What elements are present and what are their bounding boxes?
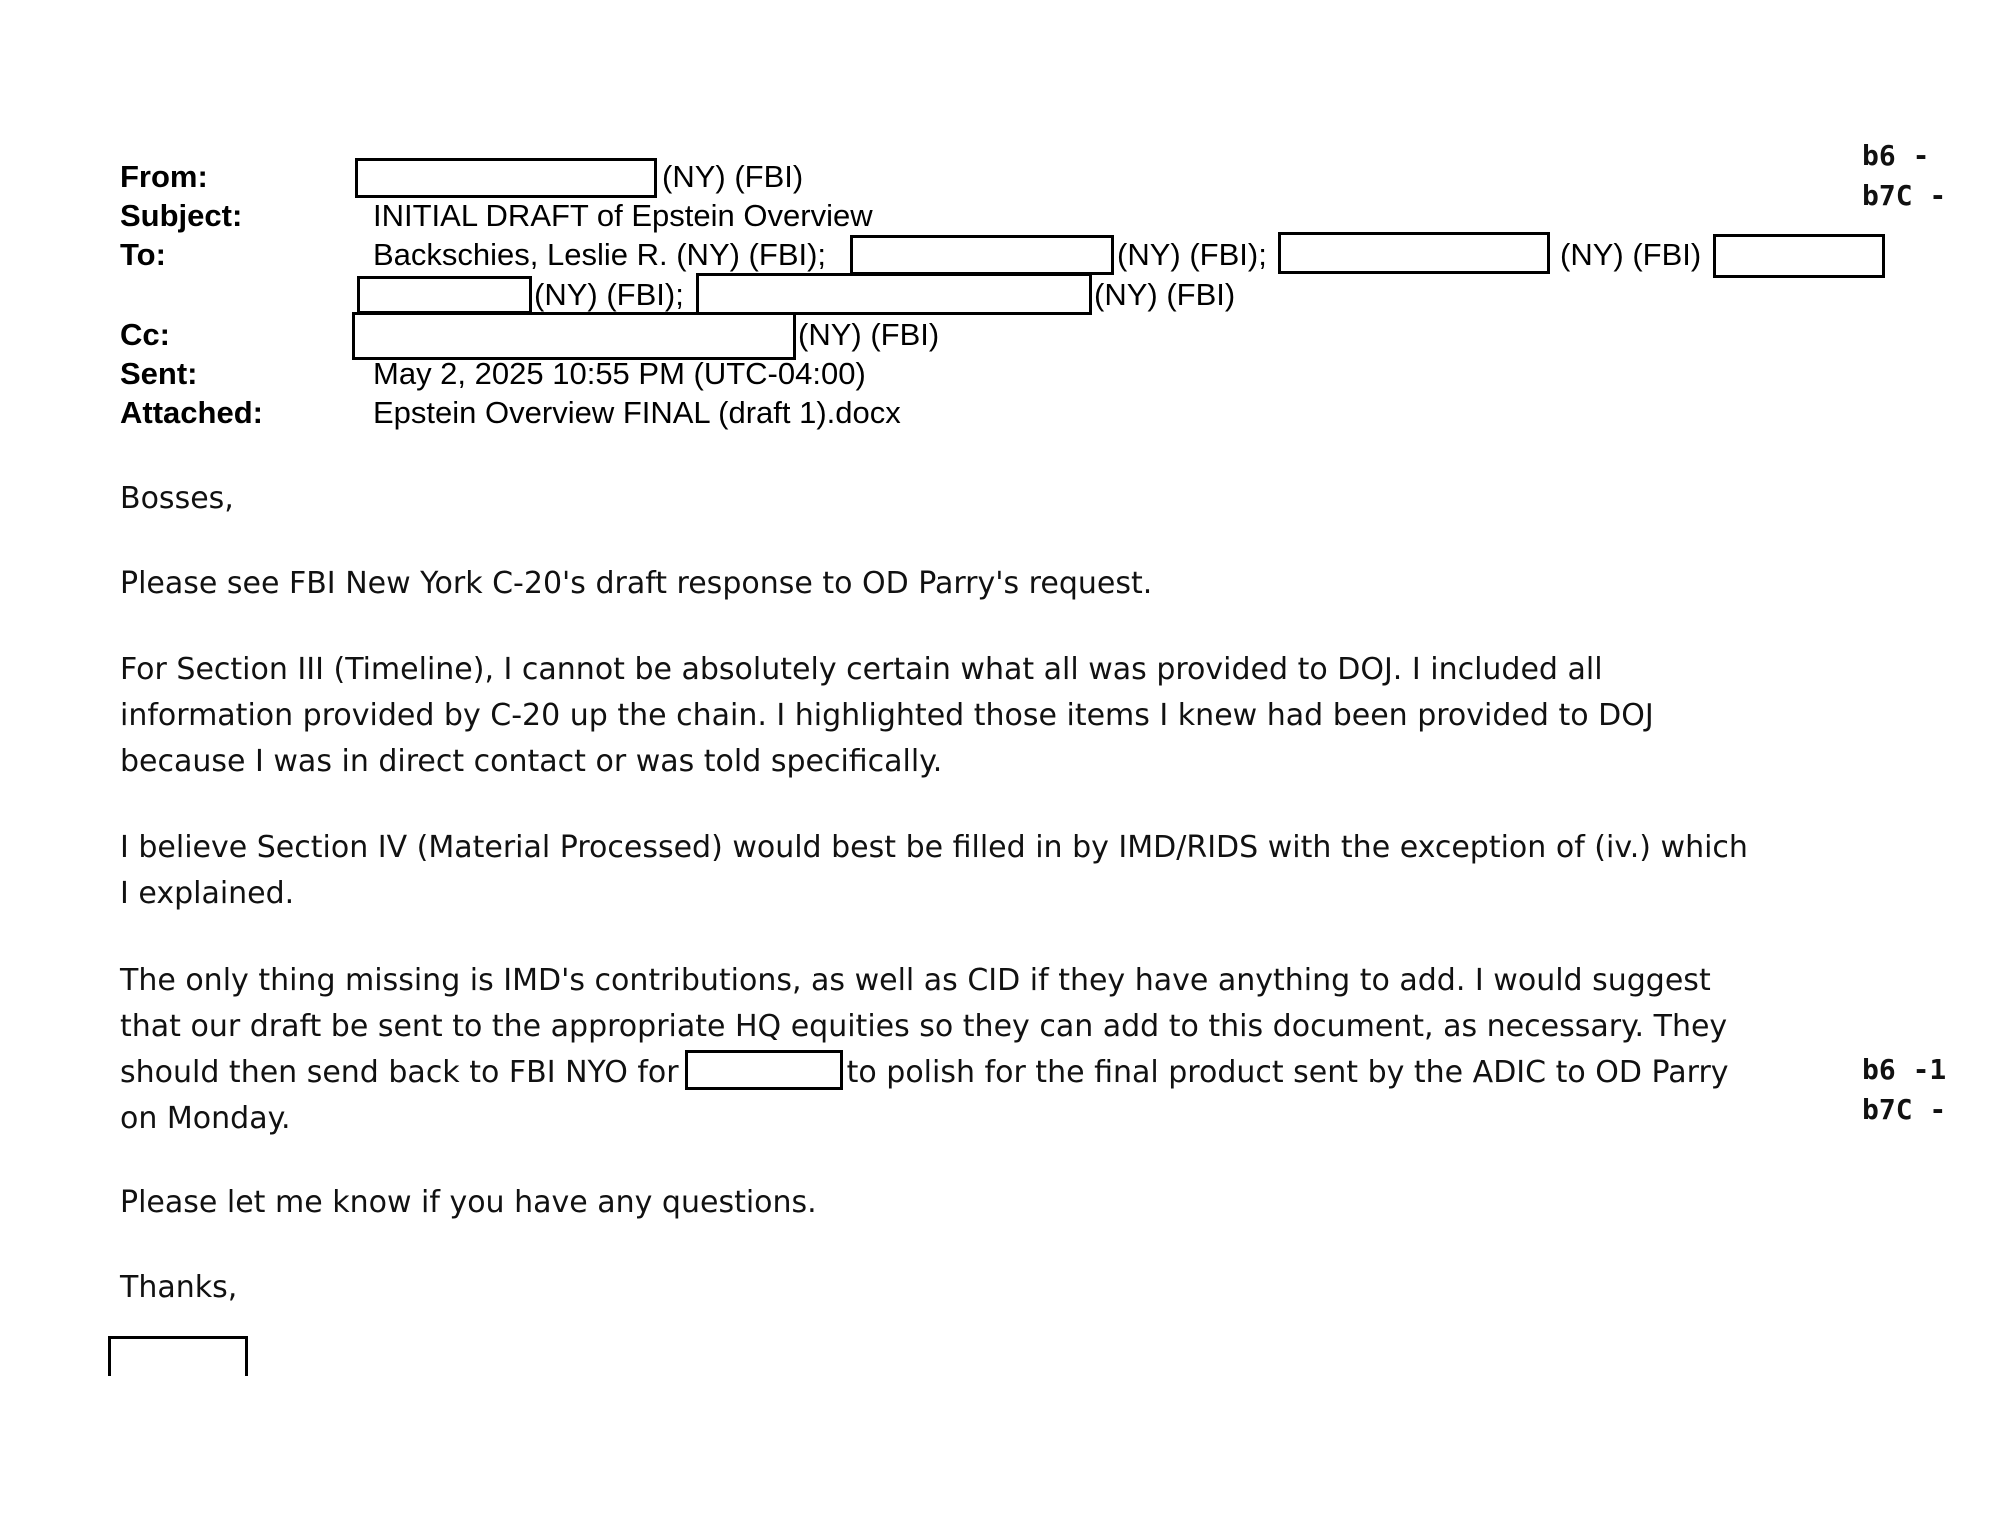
body-redaction: [685, 1050, 843, 1090]
to-redaction-2: [1278, 232, 1550, 274]
paragraph-2-line-2: information provided by C-20 up the chain. I highlighted those items I knew had been provided to DOJ: [120, 698, 1654, 733]
greeting-text: Bosses,: [120, 481, 234, 516]
from-agency: (NY) (FBI): [662, 159, 804, 194]
to-label: To:: [120, 237, 166, 272]
from-label: From:: [120, 159, 208, 194]
paragraph-4-line-3: [120, 1050, 1880, 1096]
paragraph-2-line-1: For Section III (Timeline), I cannot be absolutely certain what all was provided to DOJ. I included all: [120, 652, 1603, 687]
attached-value: Epstein Overview FINAL (draft 1).docx: [373, 395, 901, 430]
exemption-code-top-b7c: b7C -: [1862, 179, 1947, 212]
cc-agency: (NY) (FBI): [798, 317, 940, 352]
paragraph-4-line-3-end: to polish for the final product sent by the ADIC to OD Parry: [846, 1055, 1729, 1090]
to-redaction-4: [357, 276, 532, 314]
paragraph-3-line-1: I believe Section IV (Material Processed) would best be filled in by IMD/RIDS with the exception of (iv.) which: [120, 830, 1748, 865]
subject-value: INITIAL DRAFT of Epstein Overview: [373, 198, 873, 233]
paragraph-2-line-3: because I was in direct contact or was told specifically.: [120, 744, 943, 779]
paragraph-3: [120, 825, 1880, 917]
to-redaction-5: [696, 273, 1092, 315]
attached-label: Attached:: [120, 395, 263, 430]
to-agency-1: (NY) (FBI);: [1117, 237, 1267, 272]
to-first-recipient: Backschies, Leslie R. (NY) (FBI);: [373, 237, 827, 272]
greeting: [120, 476, 1880, 522]
exemption-code-mid-b6: b6 -1: [1862, 1053, 1947, 1086]
paragraph-4: [120, 958, 1880, 1142]
paragraph-4-line-4: on Monday.: [120, 1101, 291, 1136]
paragraph-1-text: Please see FBI New York C-20's draft response to OD Parry's request.: [120, 566, 1153, 601]
cc-label: Cc:: [120, 317, 170, 352]
exemption-code-top-b6: b6 -: [1862, 139, 1930, 172]
sent-label: Sent:: [120, 356, 198, 391]
from-redaction: [355, 158, 657, 198]
to-agency-4: (NY) (FBI): [1094, 277, 1236, 312]
to-agency-3: (NY) (FBI);: [534, 277, 684, 312]
closing-text: Thanks,: [120, 1270, 238, 1305]
paragraph-5: [120, 1180, 1880, 1226]
sent-value: May 2, 2025 10:55 PM (UTC-04:00): [373, 356, 866, 391]
paragraph-1: [120, 561, 1880, 607]
paragraph-3-line-2: I explained.: [120, 876, 295, 911]
to-redaction-1: [850, 235, 1114, 275]
paragraph-4-line-3-start: should then send back to FBI NYO for: [120, 1055, 679, 1090]
to-agency-2: (NY) (FBI): [1560, 237, 1702, 272]
exemption-code-mid-b7c: b7C -: [1862, 1093, 1947, 1126]
paragraph-2: [120, 647, 1880, 785]
to-redaction-3: [1713, 234, 1885, 278]
cc-redaction: [352, 312, 796, 360]
paragraph-4-line-1: The only thing missing is IMD's contributions, as well as CID if they have anything to add. I would suggest: [120, 963, 1711, 998]
subject-label: Subject:: [120, 198, 243, 233]
signature-redaction: [108, 1336, 248, 1376]
closing: [120, 1265, 1880, 1311]
paragraph-4-line-2: that our draft be sent to the appropriate HQ equities so they can add to this document, as necessary. They: [120, 1009, 1728, 1044]
paragraph-5-text: Please let me know if you have any questions.: [120, 1185, 817, 1220]
